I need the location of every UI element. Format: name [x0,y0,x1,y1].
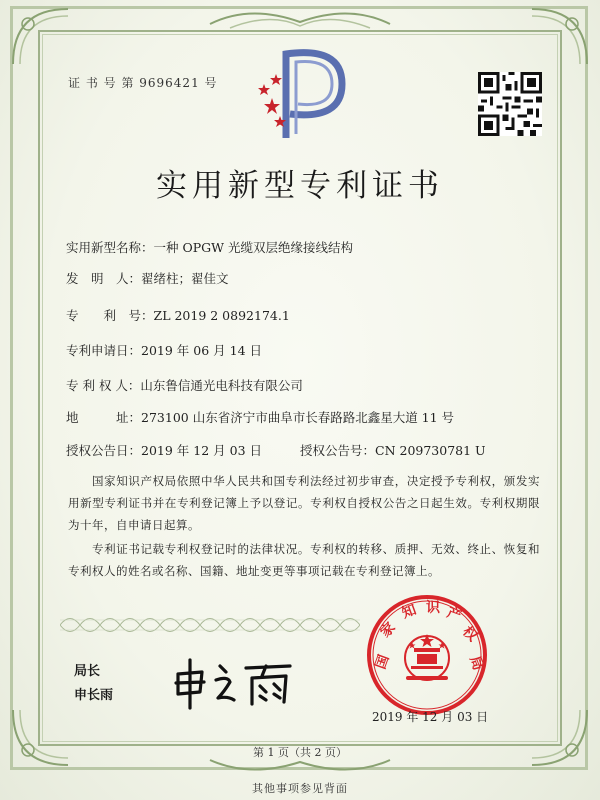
grant-statement-paragraph: 国家知识产权局依照中华人民共和国专利法经过初步审查，决定授予专利权，颁发实用新型专利证书并在专利登记簿上予以登记。专利权自授权公告之日起生效。专利权期限为十年，自申请日起算。 [68,474,540,532]
certificate-number: 证 书 号 第 9696421 号 [68,76,218,90]
director-title: 局长 [74,664,101,679]
patent-holder-label: 专 利 权 人： [66,378,141,393]
guilloche-band [60,610,360,640]
patent-office-logo [250,40,350,145]
svg-text:识: 识 [426,600,440,616]
svg-text:家: 家 [377,619,399,641]
ornament-top-right [522,4,592,74]
svg-text:权: 权 [459,623,481,645]
inventor-label: 发 明 人： [66,271,142,286]
patent-number-value: ZL 2019 2 0892174.1 [153,308,290,323]
page-number: 第 1 页（共 2 页） [253,746,347,759]
filing-date-value: 2019 年 06 月 14 日 [141,343,263,358]
official-seal [364,592,490,718]
utility-model-name-row [66,238,353,256]
grant-date-value: 2019 年 12 月 03 日 [141,443,263,458]
svg-text:产: 产 [444,604,464,625]
address-label: 地 址： [66,410,142,425]
certificate-title: 实用新型专利证书 [156,168,444,204]
grant-number-value: CN 209730781 U [375,443,486,458]
director-signature [168,652,298,712]
patent-number-label: 专 利 号： [66,308,154,323]
address-value: 273100 山东省济宁市曲阜市长春路路北鑫星大道 11 号 [141,410,455,425]
ornament-top-left [8,4,78,74]
inventor-row [66,269,229,287]
ornament-top-center [200,4,400,34]
filing-date-label: 专利申请日： [66,343,142,358]
grant-number-row [300,441,486,459]
svg-text:局: 局 [466,653,487,673]
patent-number-row [66,306,290,324]
filing-date-row [66,341,262,359]
utility-model-name-label: 实用新型名称： [66,240,154,255]
patent-holder-value: 山东鲁信通光电科技有限公司 [140,378,303,393]
grant-date-row [66,441,262,459]
patent-holder-row [66,376,303,394]
legal-status-paragraph: 专利证书记载专利权登记时的法律状况。专利权的转移、质押、无效、终止、恢复和专利权人的姓名或名称、国籍、地址变更等事项记载在专利登记簿上。 [68,542,540,578]
inventor-value: 翟绪柱；翟佳文 [141,271,229,286]
utility-model-name-value: 一种 OPGW 光缆双层绝缘接线结构 [153,240,353,255]
footer-note: 其他事项参见背面 [252,782,348,795]
seal-date: 2019 年 12 月 03 日 [372,710,489,724]
grant-date-label: 授权公告日： [66,443,142,458]
director-name: 申长雨 [74,688,114,703]
grant-number-label: 授权公告号： [300,443,376,458]
qr-code [478,72,542,136]
address-row [66,408,454,426]
svg-text:知: 知 [399,601,419,622]
svg-text:国: 国 [372,652,393,672]
